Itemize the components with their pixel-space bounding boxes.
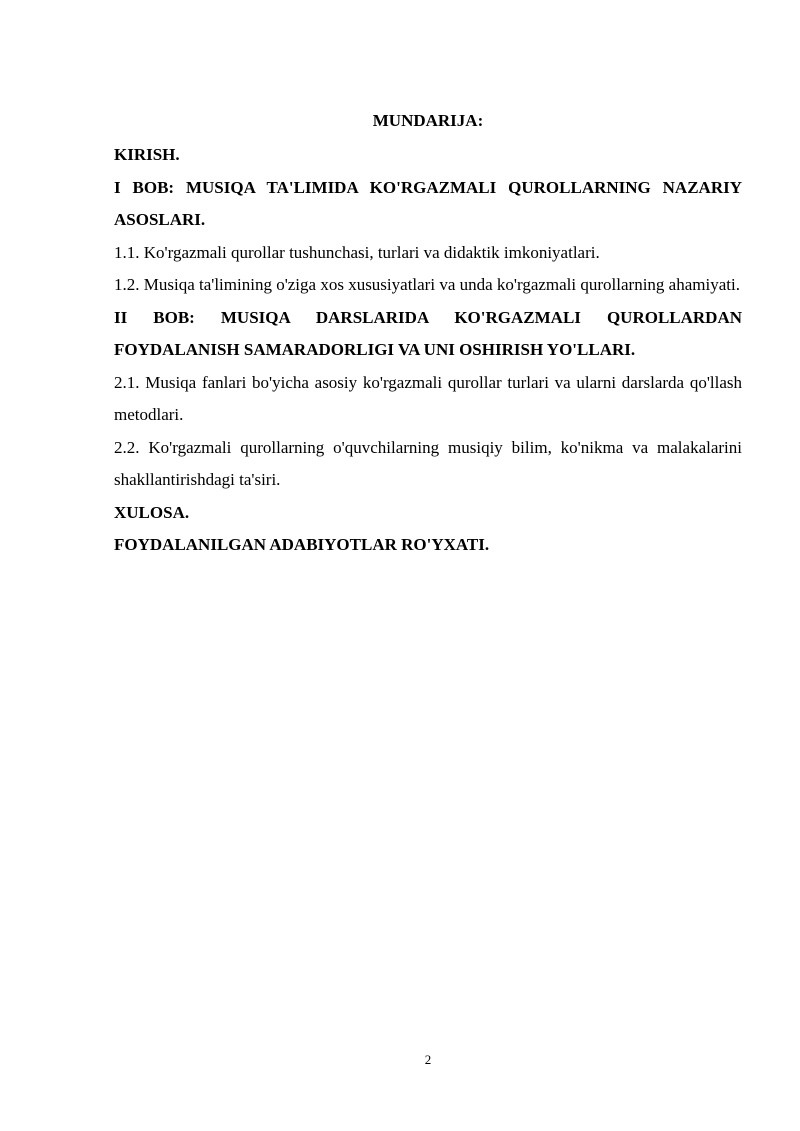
- table-of-contents: [114, 139, 742, 562]
- toc-entry-chapter-2: II BOB: MUSIQA DARSLARIDA KO'RGAZMALI QUROLLARDAN FOYDALANISH SAMARADORLIGI VA UNI OSHIRISH YO'LLARI.: [114, 307, 742, 359]
- toc-entry-bibliography: FOYDALANILGAN ADABIYOTLAR RO'YXATI.: [114, 535, 490, 554]
- toc-entry-chapter-1: I BOB: MUSIQA TA'LIMIDA KO'RGAZMALI QUROLLARNING NAZARIY ASOSLARI.: [114, 177, 742, 229]
- toc-entry-section-1-1: 1.1. Ko'rgazmali qurollar tushunchasi, turlari va didaktik imkoniyatlari.: [114, 242, 600, 262]
- toc-entry-section-2-1: 2.1. Musiqa fanlari bo'yicha asosiy ko'rgazmali qurollar turlari va ularni darslarda qo'llash metodlari.: [114, 372, 742, 424]
- toc-entry-section-1-2: 1.2. Musiqa ta'limining o'ziga xos xususiyatlari va unda ko'rgazmali qurollarning ahamiyati.: [114, 275, 740, 294]
- table-of-contents-title: MUNDARIJA:: [372, 111, 484, 130]
- toc-entry-conclusion: XULOSA.: [114, 502, 190, 522]
- page-number: 2: [424, 1052, 432, 1067]
- toc-entry-introduction: KIRISH.: [114, 145, 180, 164]
- toc-entry-section-2-2: 2.2. Ko'rgazmali qurollarning o'quvchilarning musiqiy bilim, ko'nikma va malakalarini shakllantirishdagi ta'siri.: [114, 437, 742, 489]
